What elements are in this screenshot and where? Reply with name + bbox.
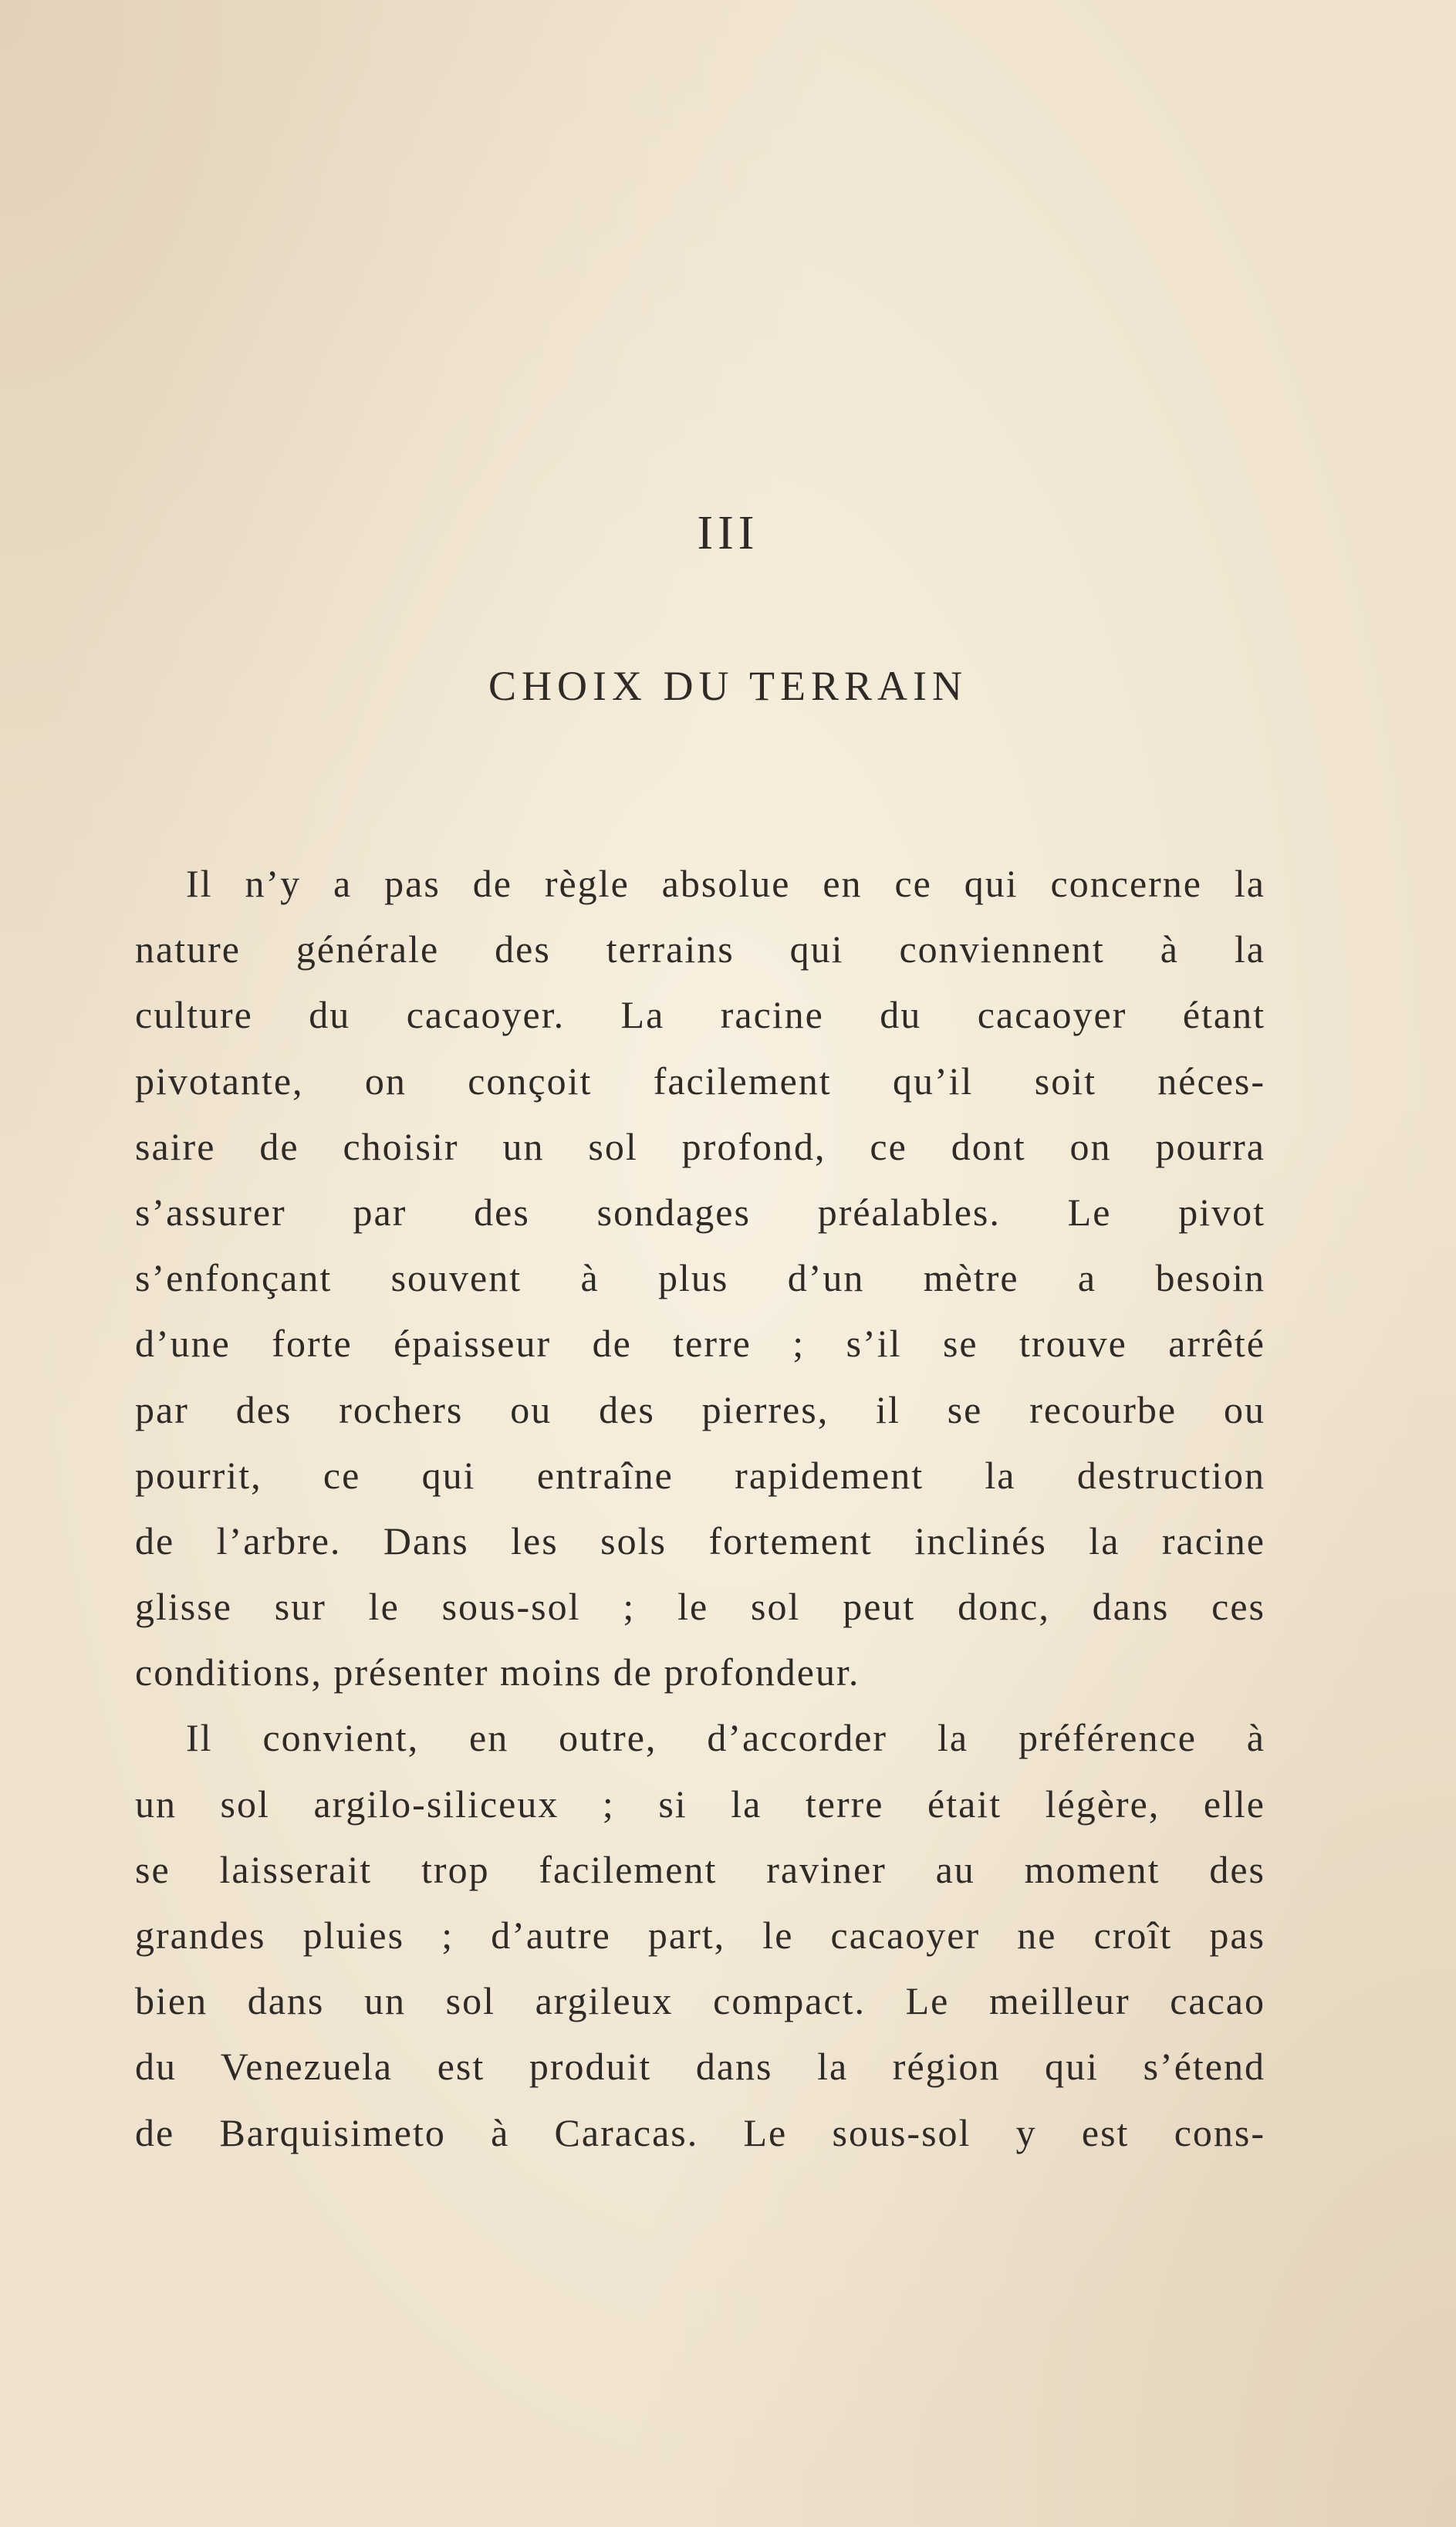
text-line: grandes pluies ; d’autre part, le cacaoyer ne croît pas xyxy=(135,1914,1265,1957)
text-line: nature générale des terrains qui conviennent à la xyxy=(135,927,1265,971)
text-line: glisse sur le sous-sol ; le sol peut donc, dans ces xyxy=(135,1585,1265,1629)
text-line: de Barquisimeto à Caracas. Le sous-sol y est cons- xyxy=(135,2110,1265,2154)
text-line: se laisserait trop facilement raviner au moment des xyxy=(135,1847,1265,1891)
paragraph-1 xyxy=(135,851,1265,1705)
text-line: de l’arbre. Dans les sols fortement inclinés la racine xyxy=(135,1519,1265,1562)
text-line: saire de choisir un sol profond, ce dont on pourra xyxy=(135,1124,1265,1168)
chapter-number: III xyxy=(697,507,759,559)
text-line: culture du cacaoyer. La racine du cacaoyer étant xyxy=(135,993,1265,1037)
text-line: s’assurer par des sondages préalables. Le pivot xyxy=(135,1190,1265,1234)
text-line: Il convient, en outre, d’accorder la préférence à xyxy=(186,1716,1265,1760)
text-line: conditions, présenter moins de profondeur. xyxy=(135,1650,860,1694)
text-line: du Venezuela est produit dans la région qui s’étend xyxy=(135,2045,1265,2089)
text-line: pourrit, ce qui entraîne rapidement la destruction xyxy=(135,1453,1265,1497)
text-line: un sol argilo-siliceux ; si la terre était légère, elle xyxy=(135,1782,1265,1826)
text-line: bien dans un sol argileux compact. Le meilleur cacao xyxy=(135,1979,1265,2023)
body-text xyxy=(135,851,1265,2166)
paragraph-2 xyxy=(135,1705,1265,2165)
text-line: s’enfonçant souvent à plus d’un mètre a besoin xyxy=(135,1256,1265,1300)
chapter-title: CHOIX DU TERRAIN xyxy=(488,663,968,709)
text-line: par des rochers ou des pierres, il se recourbe ou xyxy=(135,1387,1265,1431)
text-line: d’une forte épaisseur de terre ; s’il se trouve arrêté xyxy=(135,1322,1265,1366)
text-line: Il n’y a pas de règle absolue en ce qui concerne la xyxy=(186,862,1265,905)
text-line: pivotante, on conçoit facilement qu’il soit néces- xyxy=(135,1059,1265,1103)
